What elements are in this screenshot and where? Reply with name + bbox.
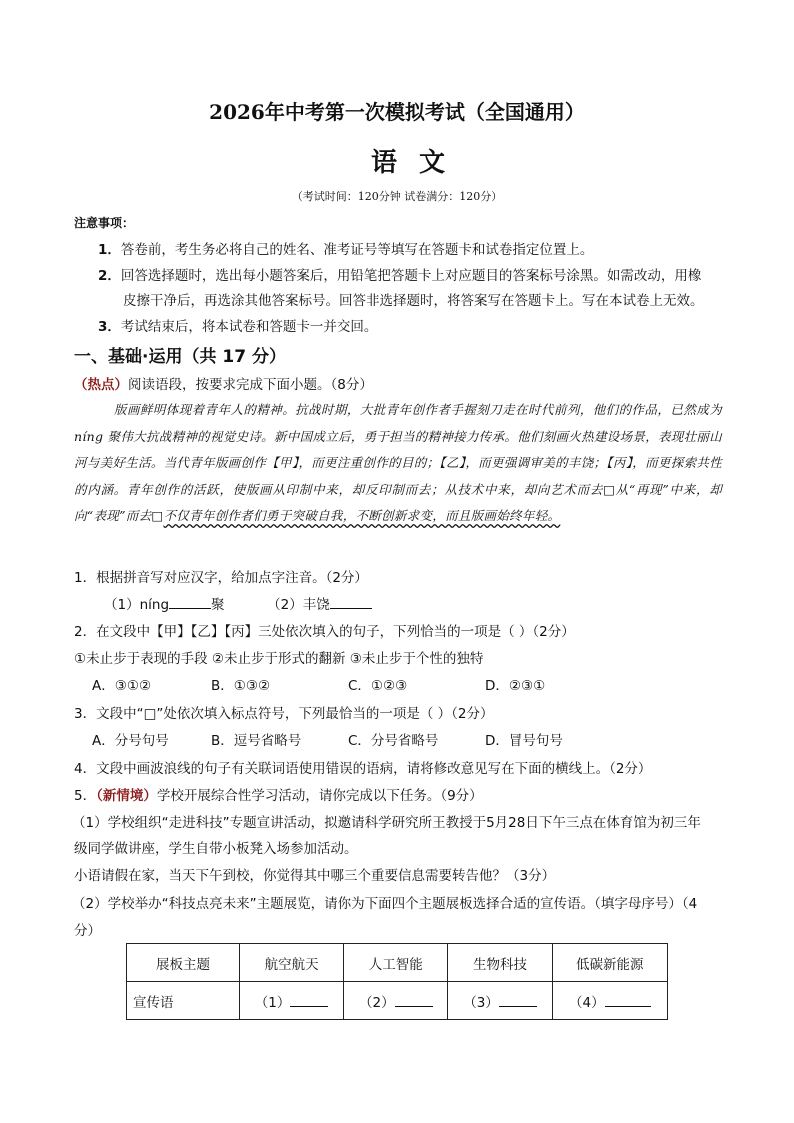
- q1-item-b: （2）丰饶: [267, 597, 330, 613]
- q1-item-a: （1）níng: [104, 597, 170, 613]
- notice-item-3: [98, 315, 377, 335]
- table-cell: [344, 982, 448, 1020]
- intro-text: 阅读语段，按要求完成下面小题。（8分）: [128, 377, 373, 393]
- table-cell: [448, 982, 552, 1020]
- table-header-cell: 人工智能: [344, 944, 448, 982]
- wavy-sentence: 不仅青年创作者们勇于突破自我，不断创新求变，而且版画始终年轻。: [163, 508, 561, 523]
- notice-text: 回答选择题时，选出每小题答案后，用铅笔把答题卡上对应题目的答案标号涂黑。如需改动，用橡: [120, 268, 702, 284]
- blank-label: （2）: [359, 994, 395, 1011]
- q3-option-b[interactable]: B．逗号省略号: [211, 733, 302, 749]
- table-row: [127, 982, 668, 1020]
- q5-part2-line1: （2）学校举办“科技点亮未来”主题展览，请你为下面四个主题展板选择合适的宣传语。（填字母序号）（4: [72, 896, 698, 912]
- question-4: 4．文段中画波浪线的句子有关联词语使用错误的语病，请将修改意见写在下面的横线上。（2分）: [74, 761, 652, 777]
- notice-text: 答卷前，考生务必将自己的姓名、准考证号等填写在答题卡和试卷指定位置上。: [120, 242, 594, 258]
- new-context-tag: （新情境）: [96, 788, 157, 804]
- notice-item-2-cont: 皮擦干净后，再选涂其他答案标号。回答非选择题时，将答案写在答题卡上。写在本试卷上无效。: [123, 293, 704, 309]
- question-2: 2．在文段中【甲】【乙】【丙】三处依次填入的句子，下列恰当的一项是（ ）（2分）: [74, 624, 575, 640]
- notice-num: 1．: [98, 242, 121, 258]
- table-header-cell: 展板主题: [127, 944, 240, 982]
- notice-item-2: [98, 264, 701, 284]
- q3-option-d[interactable]: D．冒号句号: [485, 733, 563, 749]
- q2-option-a[interactable]: A．③①②: [92, 678, 152, 694]
- reading-passage: [74, 397, 722, 530]
- table-header-cell: 低碳新能源: [552, 944, 667, 982]
- q3-option-a[interactable]: A．分号句号: [92, 733, 169, 749]
- table-header-cell: 生物科技: [448, 944, 552, 982]
- answer-blank[interactable]: [169, 596, 211, 609]
- q2-option-b[interactable]: B．①③②: [211, 678, 271, 694]
- table-header-row: [127, 944, 668, 982]
- answer-blank[interactable]: [395, 994, 433, 1007]
- answer-blank[interactable]: [290, 994, 328, 1007]
- answer-blank[interactable]: [499, 994, 537, 1007]
- exam-title: 2026年中考第一次模拟考试（全国通用）: [209, 100, 585, 124]
- exhibit-board-table: [126, 943, 668, 1020]
- blank-label: （1）: [254, 994, 291, 1011]
- q5-part2-line2: 分）: [74, 923, 101, 939]
- answer-blank[interactable]: [605, 994, 651, 1007]
- blank-label: （3）: [463, 994, 499, 1011]
- blank-label: （4）: [569, 994, 605, 1011]
- question-2-sentences: ①未止步于表现的手段 ②未止步于形式的翻新 ③未止步于个性的独特: [74, 651, 484, 667]
- notice-num: 2．: [98, 268, 121, 284]
- notice-heading: 注意事项：: [74, 216, 135, 230]
- q1-item-a-char: 聚: [211, 597, 225, 613]
- notice-item-1: [98, 238, 593, 258]
- question-3: 3．文段中“□”处依次填入标点符号，下列最恰当的一项是（ ）（2分）: [74, 706, 494, 722]
- q5-text: 学校开展综合性学习活动，请你完成以下任务。（9分）: [156, 788, 483, 804]
- answer-blank[interactable]: [330, 596, 372, 609]
- q5-part1-ask: 小语请假在家，当天下午到校，你觉得其中哪三个重要信息需要转告他？（3分）: [74, 868, 556, 884]
- notice-text: 考试结束后，将本试卷和答题卡一并交回。: [120, 319, 378, 335]
- q5-number: 5．: [74, 788, 97, 804]
- question-5: [74, 784, 483, 804]
- q5-part1-line1: （1）学校组织“走进科技”专题宣讲活动，拟邀请科学研究所王教授于5月28日下午三点在体育馆为初三年: [72, 815, 701, 831]
- row-label: 宣传语: [127, 982, 240, 1020]
- q2-option-c[interactable]: C．①②③: [348, 678, 408, 694]
- table-cell: [552, 982, 667, 1020]
- passage-text: 版画鲜明体现着青年人的精神。抗战时期，大批青年创作者手握刻刀走在时代前列，他们的作品，已然成为 níng 聚伟大抗战精神的视觉史诗。新中国成立后，勇于担当的精神接力传承。他们刻画火热建设场景，表现壮丽山河与美好生活。当代青年版画创作【甲】，而更注重创作的目的；【乙】，而更强调审美的丰饶；【丙】，而更探索共性的内涵。青年创作的活跃，使版画从印制中来，却反印制而去；从技术中来，却向艺术而去□从“再现”中来，却向“表现”而去□: [74, 402, 722, 523]
- q5-part1-line2: 级同学做讲座，学生自带小板凳入场参加活动。: [74, 841, 358, 857]
- question-1-items: [104, 593, 372, 613]
- question-1: 1．根据拼音写对应汉字，给加点字注音。（2分）: [74, 570, 368, 586]
- reading-intro: [74, 373, 373, 393]
- table-header-cell: 航空航天: [240, 944, 344, 982]
- notice-num: 3．: [98, 319, 121, 335]
- table-cell: [240, 982, 344, 1020]
- exam-info: （考试时间：120分钟 试卷满分：120分）: [291, 190, 503, 203]
- hot-tag: （热点）: [74, 377, 128, 393]
- subject-heading: 语文: [370, 148, 467, 178]
- section-heading: 一、基础·运用（共 17 分）: [74, 347, 286, 367]
- q2-option-d[interactable]: D．②③①: [485, 678, 546, 694]
- q3-option-c[interactable]: C．分号省略号: [348, 733, 439, 749]
